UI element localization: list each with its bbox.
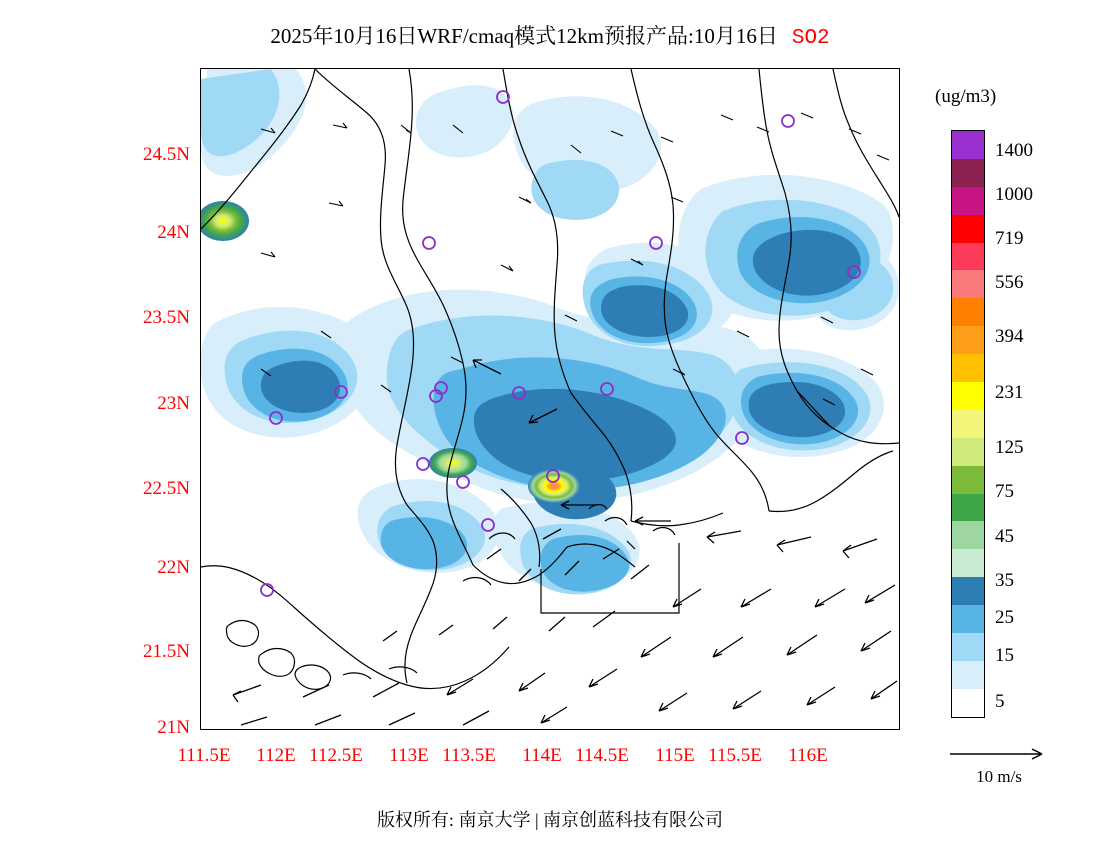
colorbar-segment [952, 494, 984, 522]
y-tick-label: 23.5N [143, 307, 190, 328]
colorbar-segment [952, 577, 984, 605]
colorbar-tick-label: 5 [995, 691, 1005, 712]
y-tick-label: 21.5N [143, 641, 190, 662]
y-tick-label: 23N [157, 393, 190, 414]
copyright-footer: 版权所有: 南京大学 | 南京创蓝科技有限公司 [376, 810, 724, 830]
colorbar-segment [952, 298, 984, 326]
colorbar-segment [952, 243, 984, 271]
colorbar-tick-label: 394 [995, 326, 1024, 347]
colorbar-segment [952, 270, 984, 298]
colorbar [951, 130, 985, 718]
colorbar-segment [952, 661, 984, 689]
colorbar-tick-label: 45 [995, 526, 1014, 547]
colorbar-segment [952, 549, 984, 577]
x-tick-label: 114.5E [575, 745, 629, 766]
colorbar-tick-label: 231 [995, 382, 1024, 403]
wind-reference-arrow-icon [944, 744, 1054, 760]
x-tick-label: 113.5E [442, 745, 496, 766]
colorbar-segment [952, 521, 984, 549]
colorbar-segment [952, 633, 984, 661]
x-tick-label: 112E [256, 745, 296, 766]
map-plot-area [200, 68, 900, 730]
y-tick-label: 21N [157, 717, 190, 738]
colorbar-segment [952, 215, 984, 243]
wind-reference-label: 10 m/s [976, 767, 1022, 786]
hotspot-hongkong [528, 469, 580, 503]
colorbar-tick-label: 75 [995, 481, 1014, 502]
x-tick-label: 112.5E [309, 745, 363, 766]
colorbar-segment [952, 382, 984, 410]
title-main-text: 2025年10月16日WRF/cmaq模式12km预报产品:10月16日 [270, 24, 778, 48]
colorbar-unit-label: (ug/m3) [935, 86, 997, 107]
colorbar-tick-label: 35 [995, 570, 1014, 591]
y-tick-label: 22.5N [143, 478, 190, 499]
y-tick-label: 24.5N [143, 144, 190, 165]
colorbar-segment [952, 326, 984, 354]
colorbar-tick-label: 25 [995, 607, 1014, 628]
colorbar-tick-label: 15 [995, 645, 1014, 666]
colorbar-tick-label: 125 [995, 437, 1024, 458]
x-tick-label: 113E [389, 745, 429, 766]
x-tick-label: 114E [522, 745, 562, 766]
map-contour-svg [201, 69, 899, 729]
colorbar-segment [952, 689, 984, 717]
colorbar-tick-label: 1000 [995, 184, 1033, 205]
colorbar-tick-label: 1400 [995, 140, 1033, 161]
x-tick-label: 115E [655, 745, 695, 766]
page-title [0, 20, 1100, 50]
colorbar-segment [952, 466, 984, 494]
colorbar-tick-label: 719 [995, 228, 1024, 249]
colorbar-segment [952, 438, 984, 466]
colorbar-segment [952, 354, 984, 382]
x-tick-label: 115.5E [708, 745, 762, 766]
colorbar-segment [952, 131, 984, 159]
y-tick-label: 24N [157, 222, 190, 243]
y-tick-label: 22N [157, 557, 190, 578]
title-species-label: SO2 [791, 27, 830, 50]
x-tick-label: 116E [788, 745, 828, 766]
wind-reference [944, 744, 1054, 787]
colorbar-tick-label: 556 [995, 272, 1024, 293]
colorbar-segment [952, 605, 984, 633]
colorbar-segment [952, 159, 984, 187]
colorbar-segment [952, 410, 984, 438]
x-tick-label: 111.5E [177, 745, 231, 766]
colorbar-segment [952, 187, 984, 215]
